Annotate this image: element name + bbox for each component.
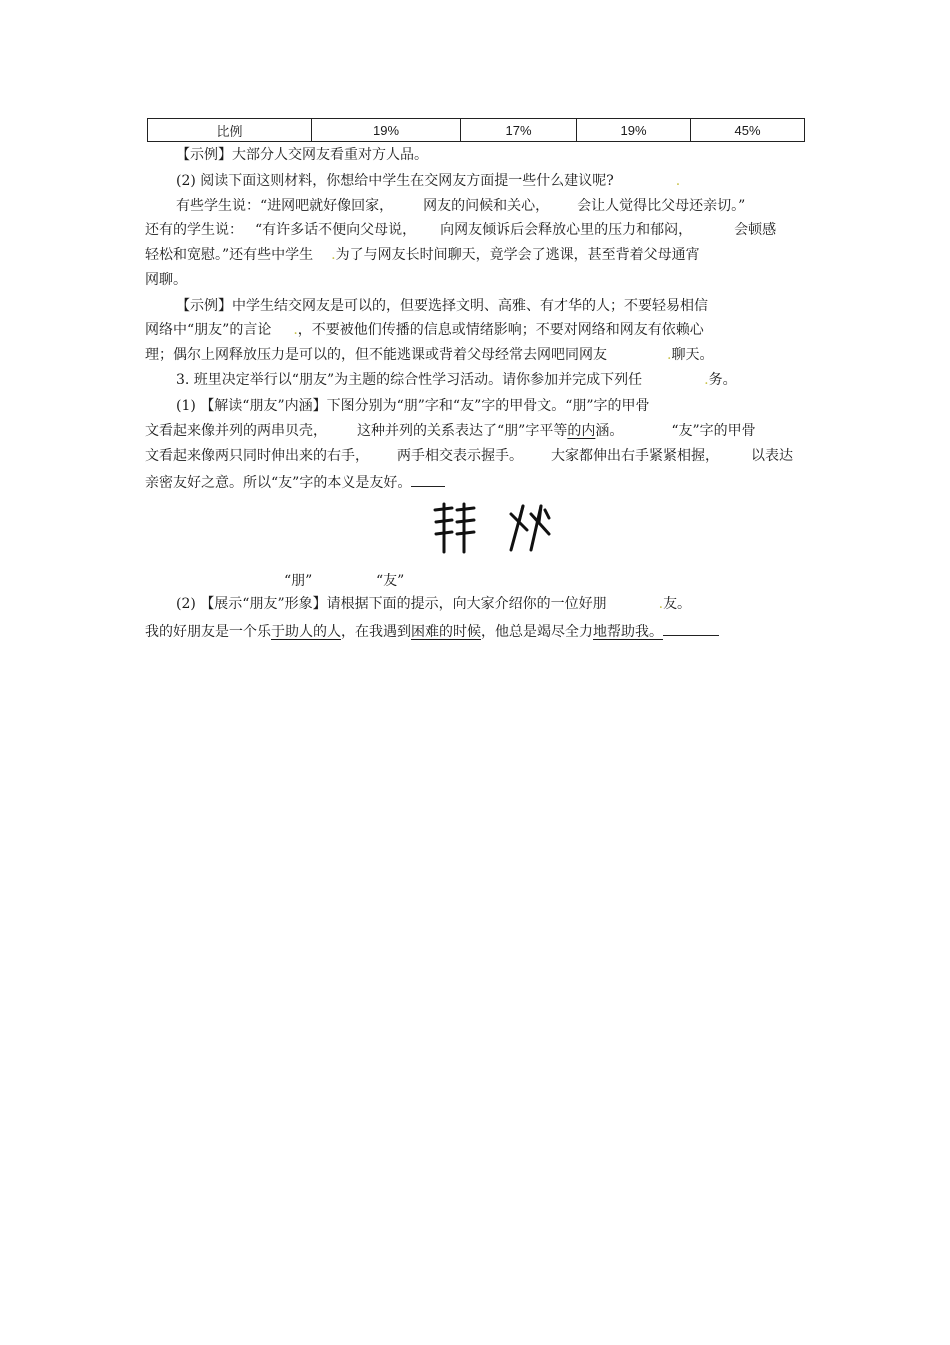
text: 为了与网友长时间聊天，竟学会了逃课，甚至背着父母通宵: [335, 247, 700, 263]
text: ，他总是竭尽全力: [481, 624, 593, 640]
table-cell: 19%: [312, 119, 461, 142]
answer-blank: [411, 472, 445, 487]
text: 有些学生说：“进网吧就好像回家，: [176, 198, 394, 214]
table-cell-label: 比例: [148, 119, 312, 142]
text: 我的好朋友是一个乐: [145, 624, 271, 640]
question-3-1: (1) 【解读“朋友”内涵】下图分别为“朋”字和“友”字的甲骨文。“朋”字的甲骨: [176, 398, 650, 414]
text: 聊天。: [671, 347, 714, 363]
text: “友”字的甲骨: [671, 423, 756, 439]
mark: .: [293, 322, 298, 338]
text: 轻松和宽慰。”还有些中学生: [145, 247, 314, 263]
text: 还有的学生说：: [145, 222, 243, 238]
text: 会顿感: [734, 222, 777, 238]
text: 这种并列的关系表达了“朋”字平等: [357, 423, 568, 439]
text: 网友的问候和关心，: [423, 198, 550, 214]
text: 以表达: [751, 448, 793, 464]
text: 大家都伸出右手紧紧相握，: [551, 448, 719, 464]
text: 涵。: [595, 423, 624, 439]
underlined-text: 于助人的人: [271, 624, 341, 640]
underlined-text: 的内: [567, 423, 596, 439]
material-line-2: [145, 221, 776, 239]
question-2-text: (2) 阅读下面这则材料，你想给中学生在交网友方面提一些什么建议呢?: [176, 173, 614, 189]
underlined-text: 地帮助我。: [593, 624, 663, 640]
question-3: [176, 371, 737, 389]
mark: .: [667, 347, 672, 363]
text: ，在我遇到: [341, 624, 411, 640]
question-2: [176, 172, 680, 190]
text: 会让人觉得比父母还亲切。”: [577, 198, 746, 214]
text: 文看起来像并列的两串贝壳，: [145, 423, 327, 439]
answer-blank: [663, 621, 719, 636]
text: 亲密友好之意。所以“友”字的本义是友好。: [145, 475, 412, 491]
question-3-1-line-2: [145, 422, 756, 440]
material-line-3: [145, 246, 700, 264]
text: 网络中“朋友”的言论: [145, 322, 272, 338]
mark: .: [675, 173, 681, 189]
text: ，不要被他们传播的信息或情绪影响；不要对网络和网友有依赖心: [297, 322, 704, 338]
mark: .: [331, 247, 336, 263]
caption-you: “友”: [376, 573, 405, 589]
underlined-text: 困难的时候: [411, 624, 481, 640]
text: 理；偶尔上网释放压力是可以的，但不能逃课或背着父母经常去网吧同网友: [145, 347, 607, 363]
question-3-1-line-3: [145, 447, 793, 465]
table-cell: 45%: [691, 119, 805, 142]
text: 务。: [708, 372, 737, 388]
oracle-bone-you-glyph: [505, 500, 555, 556]
text: 3. 班里决定举行以“朋友”为主题的综合性学习活动。请你参加并完成下列任: [176, 372, 643, 388]
example-answer-2-cont: [145, 321, 704, 339]
question-3-1-line-4: [145, 472, 445, 492]
material-line-4: 网聊。: [145, 272, 187, 288]
oracle-bone-peng-glyph: [430, 500, 480, 556]
material-line-1: [176, 197, 745, 215]
text: (2) 【展示“朋友”形象】请根据下面的提示，向大家介绍你的一位好朋: [176, 596, 607, 612]
table-cell: 17%: [461, 119, 577, 142]
ratio-table: [147, 118, 805, 142]
text: “有许多话不便向父母说，: [255, 222, 417, 238]
answer-3-2: [145, 621, 719, 641]
text: 文看起来像两只同时伸出来的右手，: [145, 448, 369, 464]
mark: .: [658, 596, 664, 612]
example-answer-2-end: [145, 346, 713, 364]
table-cell: 19%: [577, 119, 691, 142]
text: 向网友倾诉后会释放心里的压力和郁闷，: [440, 222, 693, 238]
text: 两手相交表示握手。: [397, 448, 523, 464]
question-3-2: [176, 595, 691, 613]
example-answer-2: 【示例】中学生结交网友是可以的，但要选择文明、高雅、有才华的人；不要轻易相信: [176, 298, 708, 314]
mark: .: [704, 372, 709, 388]
caption-peng: “朋”: [284, 573, 313, 589]
table-row: [148, 119, 805, 142]
text: 友。: [663, 596, 692, 612]
example-answer-1: 【示例】大部分人交网友看重对方人品。: [176, 147, 428, 163]
